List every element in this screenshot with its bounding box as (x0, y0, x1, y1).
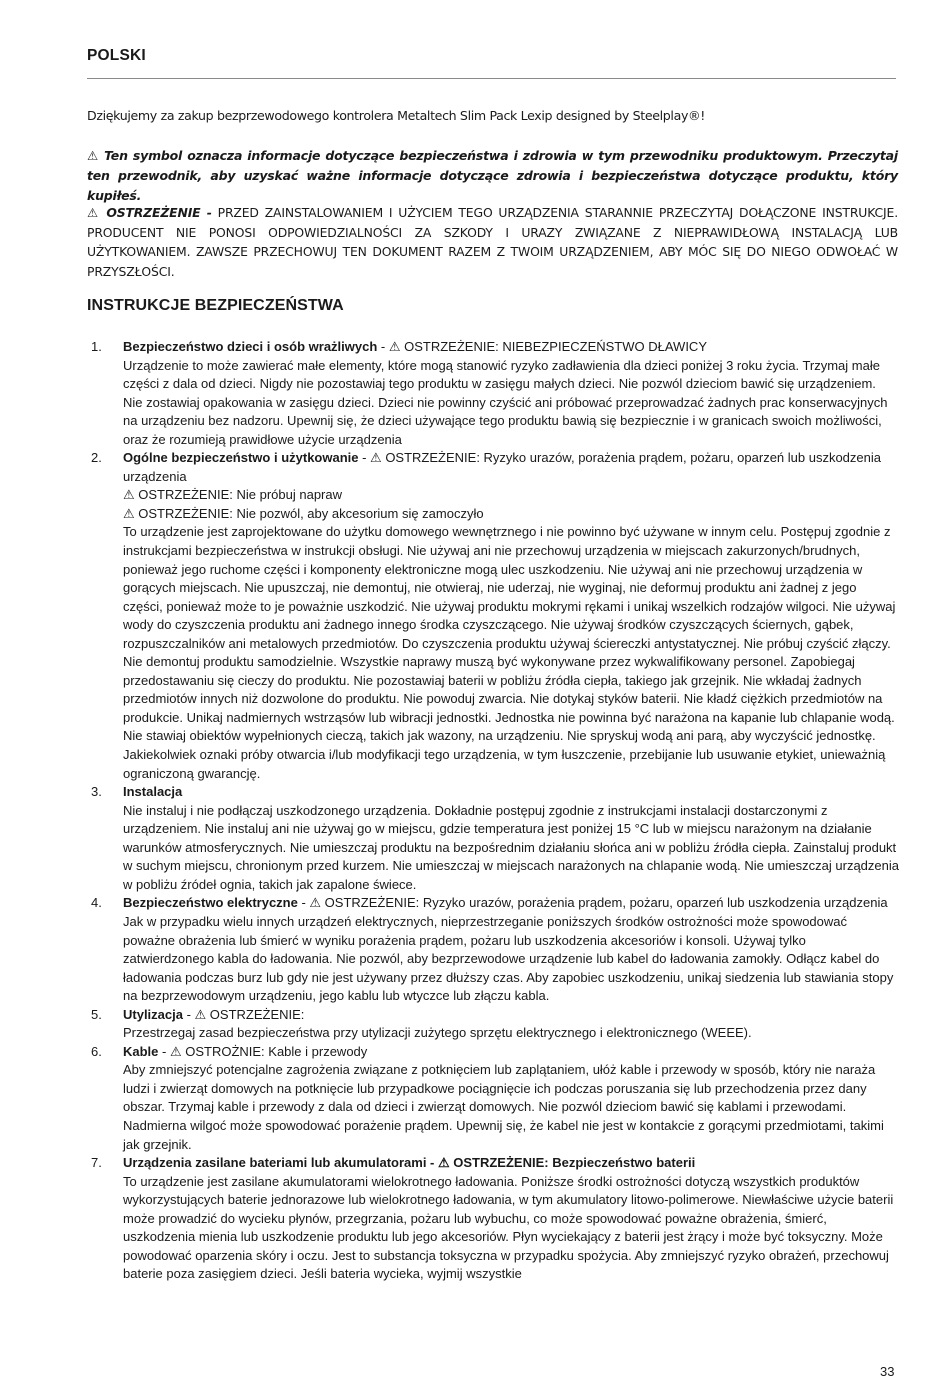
item-title: Instalacja (123, 784, 183, 800)
item-warning: - ⚠ OSTRZEŻENIE: NIEBEZPIECZEŃSTWO DŁAWICY (377, 339, 707, 354)
list-item (87, 1154, 899, 1284)
item-number: 1. (91, 339, 102, 354)
item-body: To urządzenie jest zaprojektowane do użytku domowego wewnętrznego i nie powinno być używane w innym celu. Postępuj zgodnie z instrukcjami bezpieczeństwa w instrukcji obsługi. Nie używaj ani nie przechowuj urządzenia w miejscach zakurzonych/brudnych, ponieważ jego ruchome części i komponenty elektroniczne mogą ulec uszkodzeniu. Nie używaj ani nie przechowuj urządzenia w gorących miejscach. Nie upuszczaj, nie demontuj, nie otwieraj, nie uderzaj, nie wyginaj, nie deformuj produktu ani żadnej z jego części, ponieważ może to je poważnie uszkodzić. Nie używaj produktu mokrymi rękami i unikaj wszelkich rodzajów wilgoci. Nie używaj wody do czyszczenia produktu ani żadnego innego środka czyszczącego. Nie używaj środków czyszczących ściernych, gąbek, rozpuszczalników ani metalowych przedmiotów. Do czyszczenia produktu używaj ściereczki antystatycznej. Nie próbuj czyścić złączy. Nie demontuj produktu samodzielnie. Wszystkie naprawy muszą być wykonywane przez wykwalifikowany personel. Zapobiegaj przedostawaniu się cieczy do produktu. Nie pozostawiaj baterii w pobliżu źródła ciepła, takiego jak grzejnik. Nie wkładaj żadnych przedmiotów innych niż dozwolone do produktu. Nie powoduj zwarcia. Nie dotykaj styków baterii. Nie kładź ciężkich przedmiotów na produkcie. Unikaj nadmiernych wstrząsów lub wibracji jednostki. Jednostka nie powinna być narażona na kapanie lub chlapanie wodą. Nie stawiaj obiektów wypełnionych cieczą, takich jak wazony, na urządzeniu. Nie spryskuj wodą ani parą, aby wyczyścić jednostkę. Jakiekolwiek oznaki próby otwarcia i/lub modyfikacji tego urządzenia, w tym łuszczenie, przebijanie lub usuwanie etykiet, unieważnią ograniczoną gwarancję. (123, 524, 896, 781)
item-warning: - ⚠ OSTRZEŻENIE: Ryzyko urazów, porażenia prądem, pożaru, oparzeń lub uszkodzenia urządzenia (123, 450, 881, 484)
item-title: Bezpieczeństwo dzieci i osób wrażliwych (123, 339, 378, 354)
item-body: Urządzenie to może zawierać małe elementy, które mogą stanowić ryzyko zadławienia dla dzieci poniżej 3 roku życia. Trzymaj małe części z dala od dzieci. Nigdy nie pozostawiaj tego produktu w zasięgu małych dzieci. Nie pozwól dzieciom bawić się urządzeniem. Nie zostawiaj opakowania w zasięgu dzieci. Dzieci nie powinny czyścić ani próbować przeprowadzać żadnych prac konserwacyjnych na urządzeniu bez nadzoru. Upewnij się, że dzieci używające tego produktu bawią się bezpiecznie i w granicach swoich możliwości, oraz że rozumieją prawidłowe użycie urządzenia (123, 357, 888, 447)
item-title: Kable (123, 1043, 159, 1059)
item-warning: - ⚠ OSTRZEŻENIE: (182, 1006, 305, 1022)
item-body: Aby zmniejszyć potencjalne zagrożenia związane z potknięciem lub zaplątaniem, ułóż kable i przewody w sposób, który nie naraża ludzi i zwierząt domowych na potknięcie lub przypadkowe pociągnięcie ich podczas poruszania się lub przechodzenia przez dany obszar. Trzymaj kable i przewody z dala od dzieci i zwierząt domowych. Nie pozwól dzieciom bawić się kablami i przewodami. Nadmierna wilgoć może spowodować porażenie prądem. Upewnij się, że kabel nie jest w kontakcie z gorącymi przedmiotami, takimi jak grzejnik. (123, 1062, 884, 1152)
item-warning-line: ⚠ OSTRZEŻENIE: Nie pozwól, aby akcesorium się zamoczyło (123, 505, 484, 521)
safety-instructions-list (87, 338, 899, 1284)
item-warning: - ⚠ OSTROŻNIE: Kable i przewody (158, 1043, 368, 1059)
item-body: Przestrzegaj zasad bezpieczeństwa przy utylizacji zużytego sprzętu elektrycznego i elektronicznego (WEEE). (123, 1025, 752, 1041)
safety-info-notice: ⚠ Ten symbol oznacza informacje dotyczące bezpieczeństwa i zdrowia w tym przewodniku produktowym. Przeczytaj ten przewodnik, aby uzyskać ważne informacje dotyczące zdrowia i bezpieczeństwa dotyczące produktu, który kupiłeś. (87, 148, 898, 203)
list-item (87, 783, 899, 894)
item-title: Urządzenia zasilane bateriami lub akumulatorami - ⚠ OSTRZEŻENIE: Bezpieczeństwo baterii (123, 1155, 696, 1171)
item-number: 2. (91, 450, 102, 466)
item-number: 4. (91, 895, 102, 911)
section-title: INSTRUKCJE BEZPIECZEŃSTWA (87, 297, 344, 314)
header-divider (87, 78, 896, 79)
list-item (87, 449, 899, 783)
item-number: 6. (91, 1043, 102, 1059)
page-number: 33 (880, 1364, 895, 1379)
list-item (87, 1006, 899, 1043)
language-heading: POLSKI (87, 47, 146, 64)
list-item (87, 1043, 899, 1154)
list-item (87, 894, 899, 1005)
item-warning-line: ⚠ OSTRZEŻENIE: Nie próbuj napraw (123, 487, 343, 503)
item-body: Nie instaluj i nie podłączaj uszkodzonego urządzenia. Dokładnie postępuj zgodnie z instrukcjami instalacji dostarczonymi z urządzeniem. Nie instaluj ani nie używaj go w miejscu, gdzie temperatura jest poniżej 15 °C lub w miejscu narażonym na działanie warunków atmosferycznych. Nie umieszczaj produktu na bezpośrednim działaniu słońca ani w pobliżu źródła ciepła. Zainstaluj produkt w suchym miejscu, chronionym przed kurzem. Nie umieszczaj w miejscach narażonych na chlapanie wodą. Nie umieszczaj urządzenia w pobliżu źródeł ognia, takich jak zapalone świece. (123, 802, 899, 892)
item-warning: - ⚠ OSTRZEŻENIE: Ryzyko urazów, porażenia prądem, pożaru, oparzeń lub uszkodzenia urządzenia (297, 895, 888, 911)
item-title: Utylizacja (123, 1006, 183, 1022)
item-title: Bezpieczeństwo elektryczne (123, 895, 298, 911)
item-number: 5. (91, 1006, 102, 1022)
caution-notice (87, 203, 898, 281)
caution-text: PRZED ZAINSTALOWANIEM I UŻYCIEM TEGO URZĄDZENIA STARANNIE PRZECZYTAJ DOŁĄCZONE INSTRUKCJE. PRODUCENT NIE PONOSI ODPOWIEDZIALNOŚCI ZA SZKODY I URAZY ZWIĄZANE Z NIEPRAWIDŁOWĄ INSTALACJĄ LUB UŻYTKOWANIEM. ZAWSZE PRZECHOWUJ TEN DOKUMENT RAZEM Z TWOIM URZĄDZENIEM, ABY MÓC SIĘ DO NIEGO ODWOŁAĆ W PRZYSZŁOŚCI. (87, 205, 898, 279)
item-number: 7. (91, 1155, 102, 1171)
item-title: Ogólne bezpieczeństwo i użytkowanie (123, 450, 359, 466)
caution-lead: ⚠ OSTRZEŻENIE - (87, 205, 212, 220)
item-body: Jak w przypadku wielu innych urządzeń elektrycznych, nieprzestrzeganie poniższych środków ostrożności może spowodować poważne obrażenia lub śmierć w wyniku porażenia prądem, pożaru lub uszkodzenia akcesoriów i konsoli. Używaj tylko zatwierdzonego kabla do ładowania. Nie pozwól, aby bezprzewodowe urządzenie lub kabel do ładowania zamokły. Odłącz kabel do ładowania podczas burz lub gdy nie jest używany przez dłuższy czas. Aby zapobiec uszkodzeniu, unikaj siedzenia lub stawiania stopy na bezprzewodowym urządzeniu, jego kablu lub wtyczce lub złączu kabla. (123, 913, 894, 1004)
item-number: 3. (91, 784, 102, 800)
list-item (87, 338, 899, 449)
intro-text: Dziękujemy za zakup bezprzewodowego kontrolera Metaltech Slim Pack Lexip designed by Steelplay®! (87, 108, 705, 123)
item-body: To urządzenie jest zasilane akumulatorami wielokrotnego ładowania. Poniższe środki ostrożności dotyczą wszystkich produktów wykorzystujących baterie jednorazowe lub wielokrotnego ładowania, w tym akumulatory litowo-polimerowe. Niewłaściwe użycie baterii może prowadzić do wycieku płynów, przegrzania, pożaru lub wybuchu, co może spowodować poważne obrażenia, śmierć, uszkodzenia mienia lub uszkodzenie produktu lub jego akcesoriów. Płyn wyciekający z baterii jest żrący i może być toksyczny. Może powodować oparzenia skóry i oczu. Jest to substancja toksyczna w przypadku spożycia. Aby zmniejszyć ryzyko obrażeń, przechowuj baterie poza zasięgiem dzieci. Jeśli bateria wycieka, wyjmij wszystkie (123, 1173, 894, 1282)
